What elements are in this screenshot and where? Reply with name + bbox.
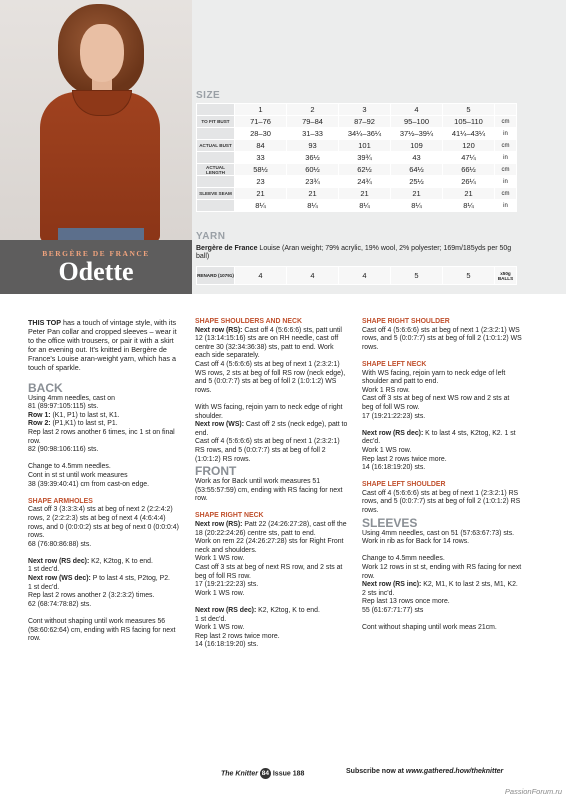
instruction: Next row (RS dec): K2, K2tog, K to end. <box>195 607 320 614</box>
instruction: 1 st dec'd. <box>28 566 60 574</box>
column-1 <box>28 318 183 644</box>
size-cell: 26¼ <box>443 176 495 188</box>
instruction: Using 4mm needles, cast on <box>28 394 115 402</box>
size-cell: 101 <box>339 140 391 152</box>
instruction: With WS facing, rejoin yarn to neck edge of right shoulder. <box>195 403 343 420</box>
size-cell: 4 <box>391 104 443 116</box>
size-unit: in <box>495 128 517 140</box>
size-cell: 47¼ <box>443 152 495 164</box>
size-cell: 79–84 <box>287 116 339 128</box>
yarn-heading: YARN <box>196 231 226 242</box>
size-unit: cm <box>495 164 517 176</box>
size-cell: 105–110 <box>443 116 495 128</box>
instruction: 68 (76:80:86:88) sts. <box>28 540 92 548</box>
instruction: With WS facing, rejoin yarn to neck edge of left shoulder and patt to end. <box>362 369 506 386</box>
instruction: Work 1 WS row. <box>195 555 245 563</box>
instruction: 82 (90:98:106:116) sts. <box>28 446 99 454</box>
subscribe-link[interactable]: www.gathered.how/theknitter <box>405 768 504 775</box>
instruction: 1 st dec'd. <box>195 615 227 623</box>
instruction: Next row (RS): Patt 22 (24:26:27:28), cast off the 18 (20:22:24:26) centre sts, patt to end. <box>195 521 347 537</box>
size-unit: cm <box>495 140 517 152</box>
instruction: Using 4mm needles, cast on 51 (57:63:67:73) sts. <box>362 529 515 537</box>
instruction: Cast off 4 (5:6:6:6) sts at beg of next 1 (2:3:2:1) RS rows, and 5 (0:0:7:7) sts at beg of foll 2 (1:0:1:2) RS rows. <box>195 438 340 463</box>
instruction: Rep last 2 rows twice more. <box>362 455 447 463</box>
size-row-label <box>197 176 235 188</box>
instruction: Cast off 4 (5:6:6:6) sts at beg of next 1 (2:3:2:1) WS rows, and 5 (0:0:7:7) sts at beg of foll 2 (1:0:1:2) WS rows. <box>362 326 522 351</box>
title-panel <box>0 240 192 294</box>
subheading-shoulders: SHAPE SHOULDERS AND NECK <box>195 318 302 325</box>
size-cell: 8¼ <box>443 200 495 212</box>
yarn-qty: 5 <box>443 267 495 285</box>
pattern-title: Odette <box>58 257 134 286</box>
size-row <box>197 116 517 128</box>
size-row-label: ACTUAL BUST <box>197 140 235 152</box>
size-cell: 21 <box>287 188 339 200</box>
instruction: Change to 4.5mm needles. <box>362 555 445 563</box>
size-cell: 3 <box>339 104 391 116</box>
size-cell: 60½ <box>287 164 339 176</box>
size-cell: 21 <box>339 188 391 200</box>
instruction: Cast off 3 (3:3:3:4) sts at beg of next 2 (2:2:4:2) rows, 2 (2:2:2:3) sts at beg of next 4 (4:6:4:4) rows, and 0 (0:0:0:2) sts at beg of next 0 (0:0:0:4) rows. <box>28 506 179 540</box>
yarn-colour-label: RENARD (10791) <box>197 267 235 285</box>
instruction: Cont without shaping until work measures 56 (58:60:62:64) cm, ending with RS facing for next row. <box>28 618 176 643</box>
subheading-right-shoulder: SHAPE RIGHT SHOULDER <box>362 318 450 325</box>
size-unit: cm <box>495 188 517 200</box>
instruction: 17 (19:21:22:23) sts. <box>195 581 259 589</box>
yarn-qty: 5 <box>391 267 443 285</box>
yarn-row <box>197 267 517 285</box>
size-row <box>197 188 517 200</box>
size-cell: 21 <box>235 188 287 200</box>
size-unit: cm <box>495 116 517 128</box>
instruction: Change to 4.5mm needles. <box>28 463 111 471</box>
size-cell: 25½ <box>391 176 443 188</box>
model-photo <box>0 0 192 240</box>
size-cell: 84 <box>235 140 287 152</box>
intro-text: THIS TOP has a touch of vintage style, with its Peter Pan collar and cropped sleeves – wear it to the office with trousers, or pair it with a skirt for an evening out. It's knitted in Bergère de France's Louise aran-weight yarn, which has a touch of sparkle. <box>28 318 177 372</box>
instruction: 1 st dec'd. <box>28 583 60 591</box>
yarn-description: Bergère de France Louise (Aran weight; 79% acrylic, 19% wool, 2% polyester; 169m/185yds per 50g ball) <box>196 245 512 260</box>
size-row-label <box>197 128 235 140</box>
size-cell: 8¼ <box>391 200 443 212</box>
column-3 <box>362 318 522 633</box>
size-cell: 58½ <box>235 164 287 176</box>
size-row-label: ACTUAL LENGTH <box>197 164 235 176</box>
size-unit: in <box>495 200 517 212</box>
size-cell: 31–33 <box>287 128 339 140</box>
instruction: Work 1 WS row. <box>362 446 412 454</box>
size-row <box>197 128 517 140</box>
subheading-armholes: SHAPE ARMHOLES <box>28 497 93 505</box>
size-cell: 24¾ <box>339 176 391 188</box>
size-cell: 120 <box>443 140 495 152</box>
instruction: Rep last 13 rows once more. <box>362 598 450 606</box>
size-cell: 2 <box>287 104 339 116</box>
size-cell: 37½–39¼ <box>391 128 443 140</box>
size-table <box>196 103 517 212</box>
size-cell: 95–100 <box>391 116 443 128</box>
size-cell: 41¼–43¼ <box>443 128 495 140</box>
instruction: 14 (16:18:19:20) sts. <box>362 464 426 472</box>
instruction: Work 1 WS row. <box>195 589 245 597</box>
size-cell: 109 <box>391 140 443 152</box>
size-cell: 62½ <box>339 164 391 176</box>
instruction: Rep last 2 rows twice more. <box>195 632 280 640</box>
instruction: Cont in st st until work measures <box>28 471 128 479</box>
size-cell: 8¼ <box>287 200 339 212</box>
size-cell: 87–92 <box>339 116 391 128</box>
instruction: 55 (61:67:71:77) sts <box>362 607 424 614</box>
page-footer <box>0 768 566 780</box>
instruction: Work 1 RS row. <box>362 386 410 394</box>
instruction: 38 (39:39:40:41) cm from cast-on edge. <box>28 480 150 488</box>
size-row-label <box>197 152 235 164</box>
instruction: Cast off 4 (5:6:6:6) sts at beg of next 1 (2:3:2:1) RS rows, and 5 (0:0:7:7) sts at beg of foll 2 (1:0:1:2) RS rows. <box>362 489 521 515</box>
size-cell: 36½ <box>287 152 339 164</box>
section-front: FRONT <box>195 464 237 479</box>
section-sleeves: SLEEVES <box>362 515 418 530</box>
size-cell: 34¼–36¼ <box>339 128 391 140</box>
size-unit: in <box>495 152 517 164</box>
size-row-label <box>197 104 235 116</box>
instruction: 17 (19:21:22:23) sts. <box>362 412 426 420</box>
size-cell: 64½ <box>391 164 443 176</box>
instruction: Work 12 rows in st st, ending with RS facing for next row. <box>362 564 522 580</box>
size-cell: 8¼ <box>339 200 391 212</box>
instruction: Work in rib as for Back for 14 rows. <box>362 538 470 546</box>
yarn-qty: 4 <box>287 267 339 285</box>
instruction: Rep last 2 rows another 2 (3:2:3:2) times. <box>28 592 155 600</box>
size-row-label: TO FIT BUST <box>197 116 235 128</box>
size-cell: 23 <box>235 176 287 188</box>
page-number: 84 <box>261 770 270 777</box>
size-cell: 66½ <box>443 164 495 176</box>
size-cell: 39¾ <box>339 152 391 164</box>
instruction: Next row (RS inc): K2, M1, K to last 2 sts, M1, K2. 2 sts inc'd. <box>362 581 518 597</box>
size-row <box>197 104 517 116</box>
size-cell: 21 <box>443 188 495 200</box>
size-cell: 8¼ <box>235 200 287 212</box>
instruction: 62 (68:74:78:82) sts. <box>28 600 92 608</box>
instruction: Work 1 WS row. <box>195 624 245 632</box>
size-unit: in <box>495 176 517 188</box>
size-cell: 1 <box>235 104 287 116</box>
instruction: Rep last 2 rows another 6 times, inc 1 st on final row. <box>28 428 175 445</box>
instruction: Next row (RS): Cast off 4 (5:6:6:6) sts, patt until 12 (13:14:15:16) sts are on RH needle, cast off centre 30 (32:34:36:38) sts, patt to end. Work each side separately. <box>195 326 342 360</box>
yarn-unit: x50g BALLS <box>495 267 517 285</box>
instruction: Next row (WS): Cast off 2 sts (neck edge), patt to end. <box>195 421 348 437</box>
column-2 <box>195 318 350 650</box>
size-row <box>197 200 517 212</box>
instruction: Cast off 3 sts at beg of next WS row and 2 sts at beg of foll WS row. <box>362 395 510 411</box>
size-row <box>197 164 517 176</box>
size-row-label: SLEEVE SEAM <box>197 188 235 200</box>
watermark: PassionForum.ru <box>504 787 562 796</box>
size-row <box>197 140 517 152</box>
instruction: 81 (89:97:105:115) sts. <box>28 403 99 411</box>
size-cell: 33 <box>235 152 287 164</box>
instruction: Cast off 4 (5:6:6:6) sts at beg of next 1 (2:3:2:1) WS rows, 2 sts at beg of foll RS row (neck edge), and 5 (0:0:7:7) sts at beg of foll 2 (1:0:1:2) WS rows. <box>195 360 346 394</box>
size-cell: 71–76 <box>235 116 287 128</box>
instruction: Work on rem 22 (24:26:27:28) sts for Right Front neck and shoulders. <box>195 538 344 554</box>
footer-issue: The Knitter 84 Issue 188 <box>221 770 305 778</box>
instruction: Next row (RS dec): K to last 4 sts, K2tog, K2. 1 st dec'd. <box>362 429 516 446</box>
yarn-qty: 4 <box>339 267 391 285</box>
yarn-table <box>196 266 517 285</box>
instruction: Cont without shaping until work meas 21cm. <box>362 624 497 632</box>
brand-name: BERGÈRE DE FRANCE <box>42 249 150 258</box>
subheading-left-neck: SHAPE LEFT NECK <box>362 360 427 368</box>
instruction: Cast off 3 sts at beg of next RS row, and 2 sts at beg of foll RS row. <box>195 564 343 580</box>
size-cell: 5 <box>443 104 495 116</box>
instruction: Work as for Back until work measures 51 (53:55:57:59) cm, ending with RS facing for next row. <box>195 478 343 503</box>
size-cell: 28–30 <box>235 128 287 140</box>
size-cell: 21 <box>391 188 443 200</box>
size-cell: 23¾ <box>287 176 339 188</box>
instruction: Next row (RS dec): K2, K2tog, K to end. <box>28 557 153 565</box>
size-unit <box>495 104 517 116</box>
size-cell: 43 <box>391 152 443 164</box>
subheading-right-neck: SHAPE RIGHT NECK <box>195 512 264 520</box>
size-row <box>197 176 517 188</box>
subheading-left-shoulder: SHAPE LEFT SHOULDER <box>362 481 446 489</box>
instruction: Row 2: (P1,K1) to last st, P1. <box>28 420 118 428</box>
footer-subscribe: Subscribe now at www.gathered.how/theknitter <box>346 768 504 775</box>
size-row-label <box>197 200 235 212</box>
size-row <box>197 152 517 164</box>
instruction: Row 1: (K1, P1) to last st, K1. <box>28 411 120 419</box>
instruction: Next row (WS dec): P to last 4 sts, P2tog, P2. <box>28 575 170 583</box>
yarn-qty: 4 <box>235 267 287 285</box>
size-cell: 93 <box>287 140 339 152</box>
instruction: 14 (16:18:19:20) sts. <box>195 641 259 649</box>
section-back: BACK <box>28 380 63 395</box>
size-heading: SIZE <box>196 90 221 101</box>
